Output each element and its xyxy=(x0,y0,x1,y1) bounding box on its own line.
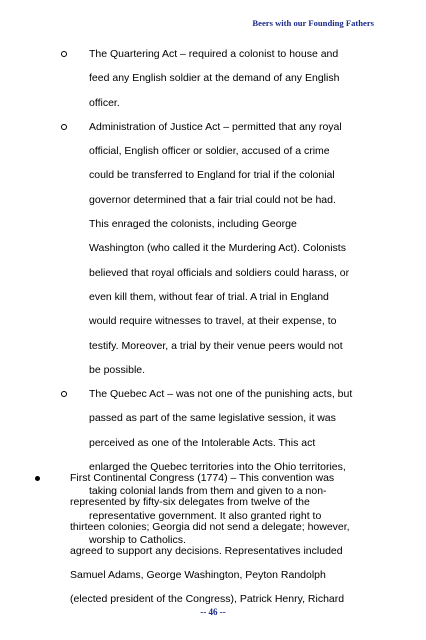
main-bullet-list xyxy=(31,466,371,612)
text-line: worship to Catholics. xyxy=(89,533,186,546)
text-line: Washington (who called it the Murdering Act). Colonists xyxy=(89,242,346,255)
text-line: represented by fifty-six delegates from twelve of the xyxy=(70,496,310,509)
hollow-bullet-icon xyxy=(58,115,70,139)
text-line: even kill them, without fear of trial. A trial in England xyxy=(89,290,329,303)
text-line: Administration of Justice Act – permitted that any royal xyxy=(89,120,342,133)
text-line: agreed to support any decisions. Representatives included xyxy=(70,544,343,557)
text-line: testify. Moreover, a trial by their venue peers would not xyxy=(89,339,343,352)
text-line: representative government. It also granted right to xyxy=(89,509,322,522)
text-line: governor determined that a fair trial could not be had. xyxy=(89,193,336,206)
text-line: taking colonial lands from them and given to a non- xyxy=(89,485,327,498)
text-line: believed that royal officials and soldiers could harass, or xyxy=(89,266,350,279)
list-item-continental-congress xyxy=(31,466,371,612)
page-number: -- 46 -- xyxy=(200,607,226,617)
text-line: First Continental Congress (1774) – This convention was xyxy=(70,472,335,484)
list-item-justice-act xyxy=(58,115,358,382)
text-line: Samuel Adams, George Washington, Peyton Randolph xyxy=(70,569,326,582)
text-line: enlarged the Quebec territories into the Ohio territories, xyxy=(89,461,346,474)
hollow-bullet-icon xyxy=(58,382,70,406)
text-line: passed as part of the same legislative session, it was xyxy=(89,412,336,425)
text-line: official, English officer or soldier, accused of a crime xyxy=(89,145,330,158)
list-item-quartering-act xyxy=(58,42,358,115)
text-line: officer. xyxy=(89,96,120,109)
text-line: would require witnesses to travel, at their expense, to xyxy=(89,315,337,328)
running-header: Beers with our Founding Fathers xyxy=(252,18,374,28)
hollow-bullet-icon xyxy=(58,42,70,66)
text-line: feed any English soldier at the demand of any English xyxy=(89,72,340,85)
filled-bullet-icon xyxy=(31,466,43,490)
text-line: be possible. xyxy=(89,363,146,376)
text-line: The Quebec Act – was not one of the punishing acts, but xyxy=(89,388,353,401)
text-line: The Quartering Act – required a colonist to house and xyxy=(89,48,339,60)
text-line: thirteen colonies; Georgia did not send a delegate; however, xyxy=(70,520,350,533)
text-line: This enraged the colonists, including George xyxy=(89,218,297,231)
text-line: could be transferred to England for trial if the colonial xyxy=(89,169,335,182)
text-line: perceived as one of the Intolerable Acts. This act xyxy=(89,436,316,449)
text-line: (elected president of the Congress), Patrick Henry, Richard xyxy=(70,593,345,606)
